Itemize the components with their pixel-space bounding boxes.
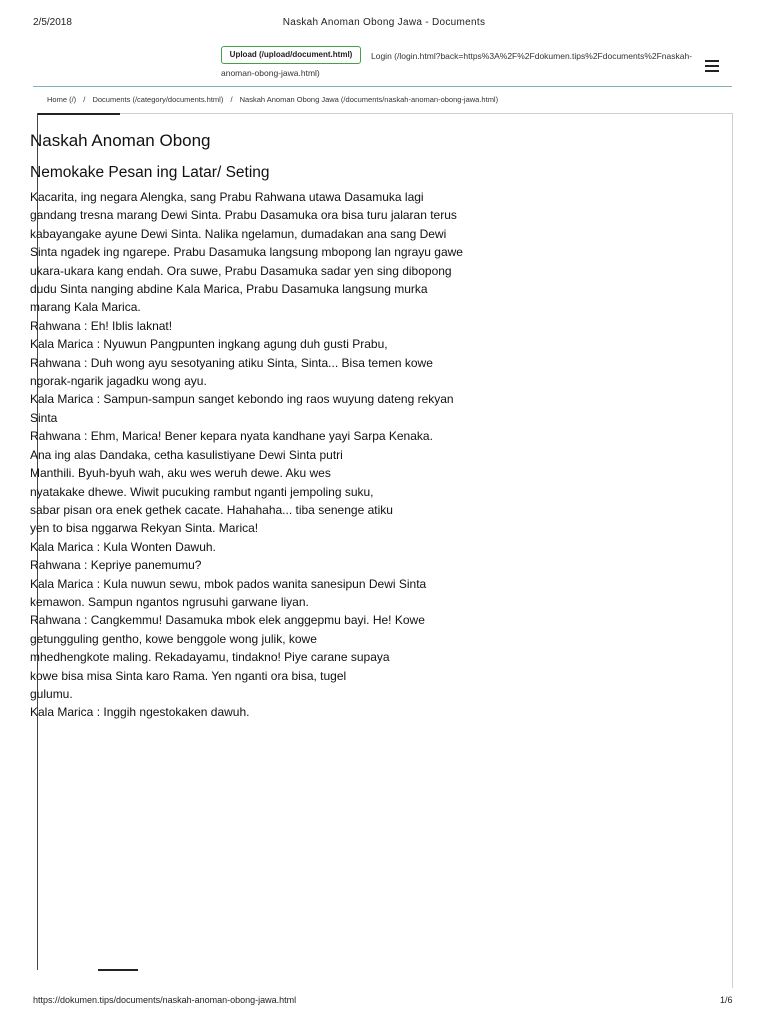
document-frame-bottom-mark [98, 969, 138, 971]
document-frame-top-mark [38, 113, 120, 115]
login-link-label[interactable]: Login (/login.html?back=https%3A%2F%2Fdokumen.tips%2Fdocuments%2Fnaskah-anoman-obong-jawa.html) [221, 51, 693, 78]
document-line: Ana ing alas Dandaka, cetha kasulistiyane Dewi Sinta putri [30, 447, 343, 462]
document-title: Naskah Anoman Obong [30, 131, 211, 150]
document-frame-top-border [38, 113, 732, 114]
document-line: kabayangake ayune Dewi Sinta. Nalika ngelamun, dumadakan ana sang Dewi [30, 226, 447, 241]
document-frame-right-border [732, 113, 733, 988]
document-line: Sinta [30, 410, 58, 425]
document-line: ngorak-ngarik jagadku wong ayu. [30, 374, 207, 389]
document-line: getungguling gentho, kowe benggole wong julik, kowe [30, 631, 317, 646]
document-line: Rahwana : Duh wong ayu sesotyaning atiku Sinta, Sinta... Bisa temen kowe [30, 355, 433, 370]
document-line: dudu Sinta nanging abdine Kala Marica, Prabu Dasamuka langsung murka [30, 282, 428, 297]
document-line: Kala Marica : Kula Wonten Dawuh. [30, 539, 216, 554]
document-line: Manthili. Byuh-byuh wah, aku wes weruh dewe. Aku wes [30, 466, 331, 481]
document-line: ukara-ukara kang endah. Ora suwe, Prabu Dasamuka sadar yen sing dibopong [30, 263, 452, 278]
hamburger-menu-icon[interactable] [705, 60, 719, 72]
document-line: Kala Marica : Sampun-sampun sanget kebondo ing raos wuyung dateng rekyan [30, 392, 454, 407]
document-content [30, 124, 550, 722]
print-footer-page: 1/6 [720, 995, 733, 1005]
document-line: kemawon. Sampun ngantos ngrusuhi garwane liyan. [30, 594, 309, 609]
document-line: Kala Marica : Kula nuwun sewu, mbok pados wanita sanesipun Dewi Sinta [30, 576, 427, 591]
document-line: kowe bisa misa Sinta karo Rama. Yen nganti ora bisa, tugel [30, 668, 347, 683]
document-heading: Nemokake Pesan ing Latar/ Seting [30, 164, 270, 181]
document-line: marang Kala Marica. [30, 300, 141, 315]
print-header-date: 2/5/2018 [33, 17, 72, 28]
document-line: Sinta ngadek ing ngarepe. Prabu Dasamuka langsung mbopong lan ngrayu gawe [30, 245, 463, 260]
document-line: Rahwana : Cangkemmu! Dasamuka mbok elek anggepmu bayi. He! Kowe [30, 613, 425, 628]
document-line: gandang tresna marang Dewi Sinta. Prabu Dasamuka ora bisa turu jalaran terus [30, 208, 457, 223]
print-header-title: Naskah Anoman Obong Jawa - Documents [282, 17, 486, 28]
breadcrumb-separator: / [83, 95, 86, 104]
breadcrumb-current-link[interactable]: Naskah Anoman Obong Jawa (/documents/naskah-anoman-obong-jawa.html) [239, 95, 499, 104]
document-line: Kacarita, ing negara Alengka, sang Prabu Rahwana utawa Dasamuka lagi [30, 190, 424, 204]
document-line: sabar pisan ora enek gethek cacate. Hahahaha... tiba senenge atiku [30, 502, 393, 517]
document-viewer[interactable] [30, 124, 732, 969]
upload-button[interactable]: Upload (/upload/document.html) [221, 46, 361, 64]
document-line: nyatakake dhewe. Wiwit pucuking rambut nganti jempoling suku, [30, 484, 374, 499]
document-line: Rahwana : Eh! Iblis laknat! [30, 318, 173, 333]
document-line: gulumu. [30, 686, 73, 701]
document-body [30, 188, 550, 722]
document-line: Rahwana : Ehm, Marica! Bener kepara nyata kandhane yayi Sarpa Kenaka. [30, 429, 433, 444]
header-divider [33, 86, 732, 87]
document-line: mhedhengkote maling. Rekadayamu, tindakno! Piye carane supaya [30, 650, 390, 665]
breadcrumb-home-link[interactable]: Home (/) [47, 95, 77, 104]
breadcrumb-separator: / [230, 95, 233, 104]
document-line: Rahwana : Kepriye panemumu? [30, 558, 202, 573]
document-line: yen to bisa nggarwa Rekyan Sinta. Marica! [30, 521, 259, 536]
print-footer-url: https://dokumen.tips/documents/naskah-anoman-obong-jawa.html [33, 995, 297, 1005]
breadcrumb [47, 95, 498, 104]
breadcrumb-documents-link[interactable]: Documents (/category/documents.html) [92, 95, 224, 104]
document-line: Kala Marica : Inggih ngestokaken dawuh. [30, 705, 250, 720]
document-line: Kala Marica : Nyuwun Pangpunten ingkang agung duh gusti Prabu, [30, 337, 388, 352]
